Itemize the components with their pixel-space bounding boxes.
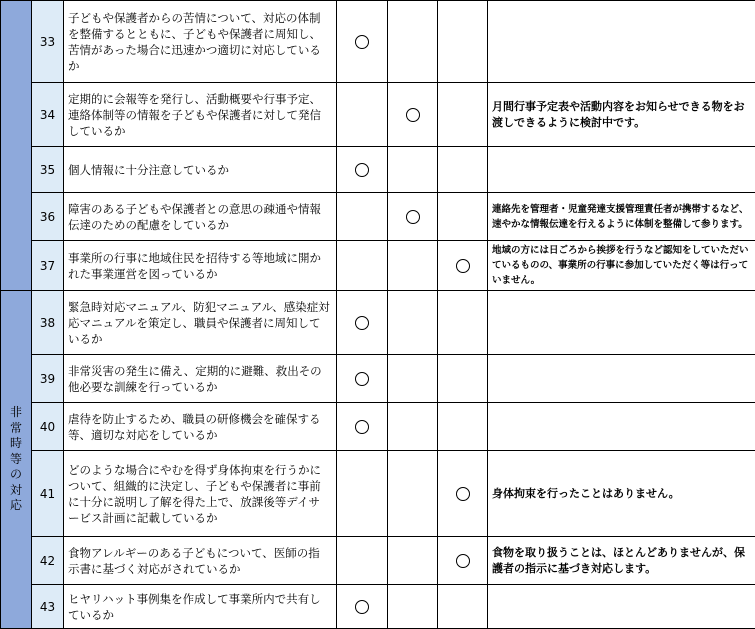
answer-partial-cell[interactable] — [388, 585, 438, 629]
circle-mark-icon — [355, 316, 369, 330]
row-number: 34 — [32, 83, 64, 147]
question-text: 定期的に会報等を発行し、活動概要や行事予定、連絡体制等の情報を子どもや保護者に対して発信しているか — [64, 83, 337, 147]
row-number: 36 — [32, 193, 64, 241]
row-number: 41 — [32, 451, 64, 537]
circle-mark-icon — [355, 35, 369, 49]
answer-yes-cell[interactable] — [337, 585, 388, 629]
row-number: 43 — [32, 585, 64, 629]
answer-partial-cell[interactable] — [388, 403, 438, 451]
answer-yes-cell[interactable] — [337, 403, 388, 451]
category-cell-upper — [1, 1, 32, 291]
circle-mark-icon — [456, 259, 470, 273]
table-row — [1, 355, 755, 403]
circle-mark-icon — [456, 487, 470, 501]
table-row — [1, 291, 755, 355]
row-number: 42 — [32, 537, 64, 585]
answer-yes-cell[interactable] — [337, 147, 388, 193]
table-row — [1, 147, 755, 193]
answer-partial-cell[interactable] — [388, 1, 438, 83]
answer-yes-cell[interactable] — [337, 83, 388, 147]
question-text: ヒヤリハット事例集を作成して事業所内で共有しているか — [64, 585, 337, 629]
question-text: 非常災害の発生に備え、定期的に避難、救出その他必要な訓練を行っているか — [64, 355, 337, 403]
answer-yes-cell[interactable] — [337, 355, 388, 403]
row-number: 39 — [32, 355, 64, 403]
answer-no-cell[interactable] — [438, 1, 488, 83]
answer-no-cell[interactable] — [438, 83, 488, 147]
circle-mark-icon — [355, 420, 369, 434]
circle-mark-icon — [406, 210, 420, 224]
row-number: 37 — [32, 241, 64, 291]
answer-no-cell[interactable] — [438, 355, 488, 403]
answer-yes-cell[interactable] — [337, 537, 388, 585]
table-row — [1, 403, 755, 451]
answer-no-cell[interactable] — [438, 241, 488, 291]
table-row — [1, 537, 755, 585]
answer-partial-cell[interactable] — [388, 537, 438, 585]
table-row — [1, 193, 755, 241]
row-number: 35 — [32, 147, 64, 193]
answer-yes-cell[interactable] — [337, 291, 388, 355]
answer-yes-cell[interactable] — [337, 241, 388, 291]
comment-cell[interactable] — [488, 291, 755, 355]
table-row — [1, 451, 755, 537]
answer-partial-cell[interactable] — [388, 355, 438, 403]
answer-partial-cell[interactable] — [388, 147, 438, 193]
circle-mark-icon — [456, 554, 470, 568]
comment-cell[interactable]: 地域の方には日ごろから挨拶を行うなど認知をしていただいているものの、事業所の行事に参加していただく等は行っていません。 — [488, 241, 755, 291]
circle-mark-icon — [406, 108, 420, 122]
table-row — [1, 241, 755, 291]
row-number: 40 — [32, 403, 64, 451]
comment-cell[interactable] — [488, 147, 755, 193]
circle-mark-icon — [355, 372, 369, 386]
answer-partial-cell[interactable] — [388, 241, 438, 291]
category-label: 非常時等の対応 — [9, 405, 23, 514]
circle-mark-icon — [355, 600, 369, 614]
question-text: 食物アレルギーのある子どもについて、医師の指示書に基づく対応がされているか — [64, 537, 337, 585]
category-cell — [1, 291, 32, 629]
question-text: 緊急時対応マニュアル、防犯マニュアル、感染症対応マニュアルを策定し、職員や保護者に周知しているか — [64, 291, 337, 355]
comment-cell[interactable] — [488, 585, 755, 629]
answer-yes-cell[interactable] — [337, 1, 388, 83]
row-number: 38 — [32, 291, 64, 355]
question-text: 子どもや保護者からの苦情について、対応の体制を整備するとともに、子どもや保護者に周知し、苦情があった場合に迅速かつ適切に対応しているか — [64, 1, 337, 83]
comment-cell[interactable]: 身体拘束を行ったことはありません。 — [488, 451, 755, 537]
answer-no-cell[interactable] — [438, 291, 488, 355]
answer-no-cell[interactable] — [438, 147, 488, 193]
answer-no-cell[interactable] — [438, 537, 488, 585]
question-text: どのような場合にやむを得ず身体拘束を行うかについて、組織的に決定し、子どもや保護者に事前に十分に説明し了解を得た上で、放課後等デイサービス計画に記載しているか — [64, 451, 337, 537]
answer-partial-cell[interactable] — [388, 291, 438, 355]
answer-no-cell[interactable] — [438, 585, 488, 629]
question-text: 虐待を防止するため、職員の研修機会を確保する等、適切な対応をしているか — [64, 403, 337, 451]
answer-no-cell[interactable] — [438, 193, 488, 241]
answer-no-cell[interactable] — [438, 451, 488, 537]
answer-partial-cell[interactable] — [388, 451, 438, 537]
answer-partial-cell[interactable] — [388, 193, 438, 241]
answer-yes-cell[interactable] — [337, 193, 388, 241]
comment-cell[interactable]: 連絡先を管理者・児童発達支援管理責任者が携帯するなど、速やかな情報伝達を行えるように体制を整備して参ります。 — [488, 193, 755, 241]
question-text: 事業所の行事に地域住民を招待する等地域に開かれた事業運営を図っているか — [64, 241, 337, 291]
table-row — [1, 1, 755, 83]
table-row — [1, 585, 755, 629]
comment-cell[interactable] — [488, 403, 755, 451]
answer-yes-cell[interactable] — [337, 451, 388, 537]
question-text: 個人情報に十分注意しているか — [64, 147, 337, 193]
comment-cell[interactable] — [488, 355, 755, 403]
question-text: 障害のある子どもや保護者との意思の疎通や情報伝達のための配慮をしているか — [64, 193, 337, 241]
row-number: 33 — [32, 1, 64, 83]
answer-partial-cell[interactable] — [388, 83, 438, 147]
circle-mark-icon — [355, 163, 369, 177]
answer-no-cell[interactable] — [438, 403, 488, 451]
comment-cell[interactable] — [488, 1, 755, 83]
comment-cell[interactable]: 月間行事予定表や活動内容をお知らせできる物をお渡しできるように検討中です。 — [488, 83, 755, 147]
comment-cell[interactable]: 食物を取り扱うことは、ほとんどありませんが、保護者の指示に基づき対応します。 — [488, 537, 755, 585]
table-row — [1, 83, 755, 147]
